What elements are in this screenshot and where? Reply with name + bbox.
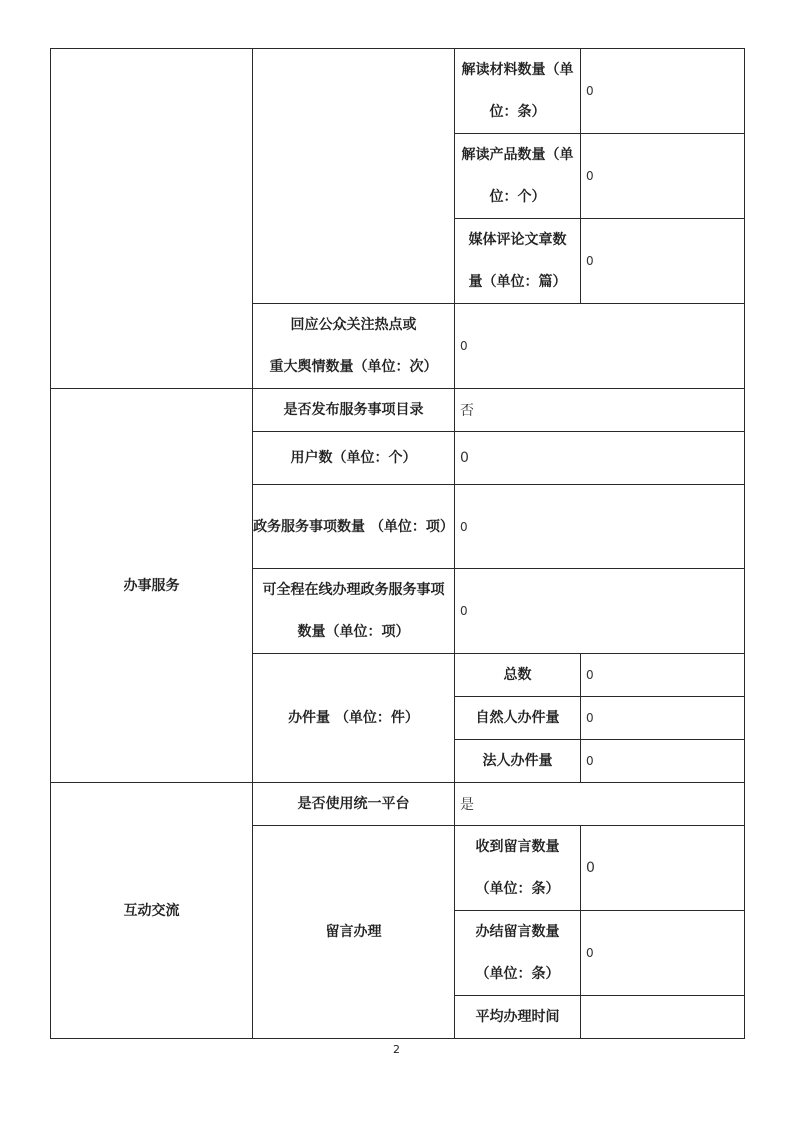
- products-count-value: 0: [581, 134, 745, 219]
- unified-platform-value: 是: [455, 783, 745, 826]
- materials-count-value: 0: [581, 49, 745, 134]
- materials-count-label: 解读材料数量（单 位：条）: [455, 49, 581, 134]
- table-row: [51, 783, 745, 826]
- table-row: [51, 49, 745, 134]
- media-articles-value: 0: [581, 219, 745, 304]
- media-articles-label: 媒体评论文章数 量（单位：篇）: [455, 219, 581, 304]
- government-info-table: [50, 48, 745, 1039]
- natural-person-cases-label: 自然人办件量: [455, 697, 581, 740]
- avg-handling-time-label: 平均办理时间: [455, 996, 581, 1039]
- received-messages-label: 收到留言数量 （单位：条）: [455, 826, 581, 911]
- service-items-value: 0: [455, 485, 745, 569]
- response-count-label: 回应公众关注热点或 重大舆情数量（单位：次）: [253, 304, 455, 389]
- interaction-section-label: 互动交流: [51, 783, 253, 1039]
- legal-person-cases-value: 0: [581, 740, 745, 783]
- services-section-label: 办事服务: [51, 389, 253, 783]
- response-count-value: 0: [455, 304, 745, 389]
- users-count-label: 用户数（单位：个）: [253, 432, 455, 485]
- unified-platform-label: 是否使用统一平台: [253, 783, 455, 826]
- case-volume-label: 办件量 （单位：件）: [253, 654, 455, 783]
- page-number: 2: [393, 1043, 400, 1056]
- case-total-value: 0: [581, 654, 745, 697]
- online-items-value: 0: [455, 569, 745, 654]
- products-count-label: 解读产品数量（单 位：个）: [455, 134, 581, 219]
- service-items-label: 政务服务事项数量 （单位：项）: [253, 485, 455, 569]
- resolved-messages-label: 办结留言数量 （单位：条）: [455, 911, 581, 996]
- received-messages-value: 0: [581, 826, 745, 911]
- users-count-value: 0: [455, 432, 745, 485]
- service-catalog-value: 否: [455, 389, 745, 432]
- table-row: [51, 389, 745, 432]
- resolved-messages-value: 0: [581, 911, 745, 996]
- blank-subsection-cell: [253, 49, 455, 304]
- blank-section-cell: [51, 49, 253, 389]
- avg-handling-time-value: [581, 996, 745, 1039]
- service-catalog-label: 是否发布服务事项目录: [253, 389, 455, 432]
- legal-person-cases-label: 法人办件量: [455, 740, 581, 783]
- case-total-label: 总数: [455, 654, 581, 697]
- online-items-label: 可全程在线办理政务服务事项 数量（单位：项）: [253, 569, 455, 654]
- message-handling-label: 留言办理: [253, 826, 455, 1039]
- natural-person-cases-value: 0: [581, 697, 745, 740]
